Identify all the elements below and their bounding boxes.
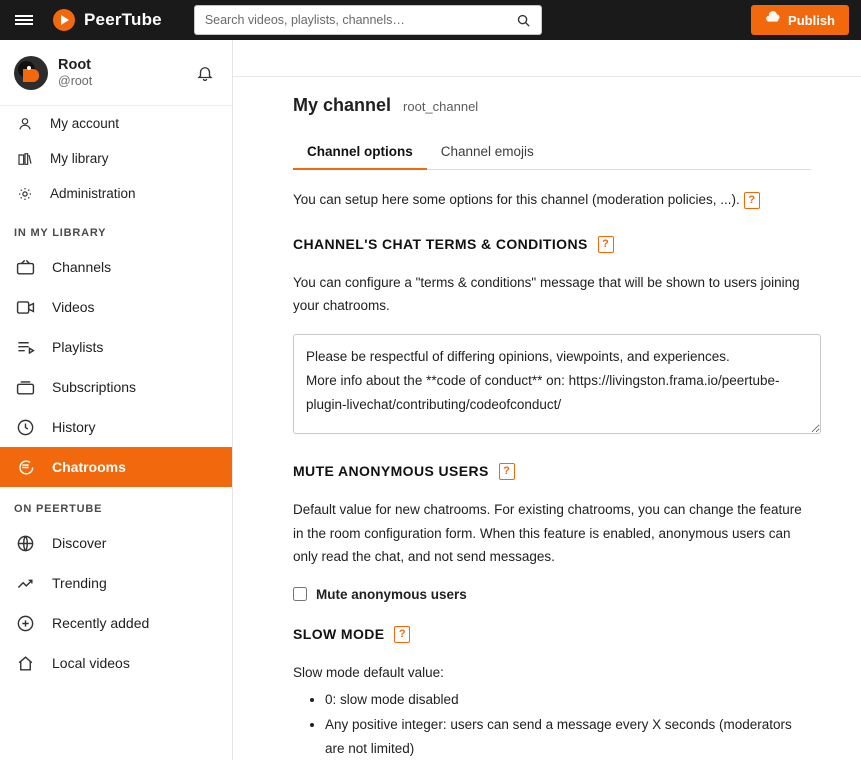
- intro-paragraph: [283, 188, 811, 212]
- sidebar-item-my-account[interactable]: [0, 106, 232, 141]
- list-item: • 0: slow mode disabled: [325, 688, 811, 712]
- slow-mode-bullets: [283, 688, 811, 760]
- section-title-text: CHANNEL'S CHAT TERMS & CONDITIONS: [293, 236, 588, 253]
- sidebar-item-label: Local videos: [52, 655, 130, 671]
- sidebar-item-label: Chatrooms: [52, 459, 126, 475]
- brand-name: PeerTube: [84, 10, 162, 29]
- section-description-slow-mode: Slow mode default value:: [293, 664, 444, 680]
- sidebar-item-subscriptions[interactable]: [0, 367, 232, 407]
- peertube-logo-icon: [52, 8, 76, 32]
- main-content: [233, 40, 861, 760]
- publish-button[interactable]: [751, 5, 849, 35]
- page-title: My channel: [293, 95, 392, 115]
- terms-and-conditions-textarea[interactable]: [293, 334, 821, 434]
- trending-up-icon: [14, 574, 36, 593]
- sidebar-item-label: Subscriptions: [52, 379, 137, 395]
- tab-bar: [293, 136, 811, 170]
- account-row[interactable]: [0, 40, 232, 106]
- intro-text: You can setup here some options for this channel (moderation policies, ...).: [293, 192, 740, 207]
- sidebar: [0, 40, 233, 760]
- playlist-icon: [14, 338, 36, 357]
- page-header: [283, 77, 811, 122]
- home-icon: [14, 654, 36, 673]
- sidebar-section-peertube: ON PEERTUBE: [14, 503, 103, 515]
- menu-bar-3: [15, 23, 33, 25]
- section-title-text: MUTE ANONYMOUS USERS: [293, 463, 489, 480]
- tab-channel-emojis[interactable]: Channel emojis: [440, 144, 534, 159]
- section-heading-mute-anonymous: [293, 463, 811, 480]
- section-heading-terms: [293, 236, 811, 253]
- help-icon[interactable]: ?: [598, 236, 614, 253]
- sidebar-item-history[interactable]: [0, 407, 232, 447]
- menu-bar-1: [15, 15, 33, 17]
- sidebar-item-label: My account: [50, 116, 120, 131]
- chatroom-icon: [14, 458, 36, 477]
- sidebar-item-label: My library: [50, 151, 109, 166]
- sidebar-item-label: History: [52, 419, 96, 435]
- sidebar-item-label: Playlists: [52, 339, 104, 355]
- search-icon[interactable]: [507, 6, 541, 34]
- channel-icon: [14, 258, 36, 277]
- mute-anonymous-checkbox[interactable]: [293, 587, 307, 601]
- search-box[interactable]: [194, 5, 542, 35]
- video-icon: [14, 298, 36, 317]
- publish-label: Publish: [788, 12, 835, 28]
- account-name: Root: [58, 57, 92, 74]
- sidebar-item-label: Recently added: [52, 615, 150, 631]
- sidebar-item-label: Trending: [52, 575, 107, 591]
- bell-icon[interactable]: [192, 60, 218, 86]
- avatar[interactable]: [14, 56, 48, 90]
- sidebar-item-label: Videos: [52, 299, 95, 315]
- sidebar-section-library: IN MY LIBRARY: [14, 227, 107, 239]
- library-icon: [14, 151, 36, 167]
- plus-circle-icon: [14, 614, 36, 633]
- sidebar-item-playlists[interactable]: [0, 327, 232, 367]
- upload-cloud-icon: [765, 11, 781, 30]
- page-subtitle: root_channel: [403, 99, 479, 114]
- help-icon[interactable]: ?: [499, 463, 515, 480]
- user-icon: [14, 116, 36, 132]
- sidebar-item-discover[interactable]: [0, 523, 232, 563]
- list-item: • Any positive integer: users can send a message every X seconds (moderators are not limited): [325, 713, 811, 760]
- subscriptions-icon: [14, 378, 36, 397]
- sidebar-item-label: Discover: [52, 535, 107, 551]
- section-description-mute-anonymous: Default value for new chatrooms. For existing chatrooms, you can change the feature in the room configuration form. When this feature is enabled, anonymous users can only read the chat, and not send messages.: [293, 501, 802, 565]
- section-description-terms: You can configure a "terms & conditions" message that will be shown to users joining your chatrooms.: [293, 274, 800, 314]
- section-title-text: SLOW MODE: [293, 626, 385, 643]
- brand-home-link[interactable]: [52, 8, 162, 32]
- sidebar-item-videos[interactable]: [0, 287, 232, 327]
- hamburger-menu-icon[interactable]: [0, 0, 48, 40]
- sidebar-item-label: Administration: [50, 186, 136, 201]
- globe-icon: [14, 534, 36, 553]
- search-input[interactable]: [195, 6, 507, 34]
- tab-channel-options[interactable]: Channel options: [293, 136, 427, 170]
- mute-anonymous-label[interactable]: Mute anonymous users: [316, 586, 467, 602]
- sidebar-item-label: Channels: [52, 259, 112, 275]
- sidebar-item-trending[interactable]: [0, 563, 232, 603]
- sidebar-item-channels[interactable]: [0, 247, 232, 287]
- account-handle: @root: [58, 74, 93, 89]
- sidebar-item-administration[interactable]: [0, 176, 232, 211]
- breadcrumb: [233, 40, 861, 77]
- top-bar: [0, 0, 861, 40]
- sidebar-item-my-library[interactable]: [0, 141, 232, 176]
- section-heading-slow-mode: [293, 626, 811, 643]
- mute-anonymous-row[interactable]: [283, 587, 811, 602]
- help-icon[interactable]: ?: [394, 626, 410, 643]
- menu-bar-2: [15, 19, 33, 21]
- cog-icon: [14, 186, 36, 202]
- history-icon: [14, 418, 36, 437]
- sidebar-item-local-videos[interactable]: [0, 643, 232, 683]
- help-icon[interactable]: ?: [744, 192, 760, 209]
- sidebar-item-chatrooms[interactable]: [0, 447, 232, 487]
- sidebar-item-recently-added[interactable]: [0, 603, 232, 643]
